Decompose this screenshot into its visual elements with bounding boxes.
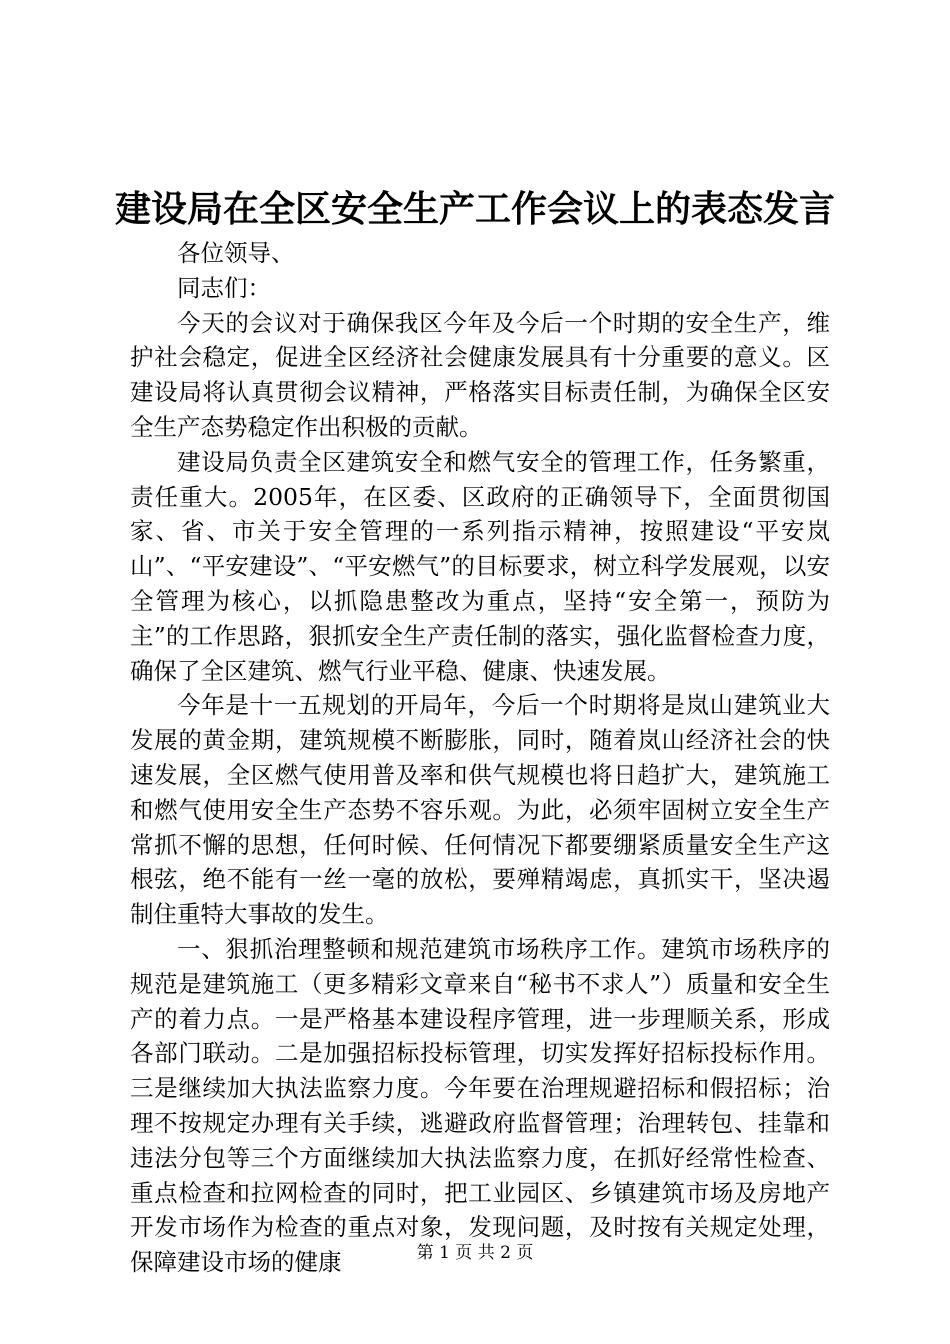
salutation-leaders: 各位领导、 [177,239,295,267]
paragraph-review: 建设局负责全区建筑安全和燃气安全的管理工作，任务繁重，责任重大。2005年，在区委、区政府的正确领导下，全面贯彻国家、省、市关于安全管理的一系列指示精神，按照建设“平安岚山”、“平安建设”、“平安燃气”的目标要求，树立科学发展观，以安全管理为核心，以抓隐患整改为重点，坚持“安全第一，预防为主”的工作思路，狠抓安全生产责任制的落实，强化监督检查力度，确保了全区建筑、燃气行业平稳、健康、快速发展。 [130,447,830,685]
document-body [130,236,830,1280]
paragraph-task-one: 一、狠抓治理整顿和规范建筑市场秩序工作。建筑市场秩序的规范是建筑施工（更多精彩文章来自“秘书不求人”）质量和安全生产的着力点。一是严格基本建设程序管理，进一步理顺关系，形成各部门联动。二是加强招标投标管理，切实发挥好招标投标作用。三是继续加大执法监察力度。今年要在治理规避招标和假招标；治理不按规定办理有关手续，逃避政府监督管理；治理转包、挂靠和违法分包等三个方面继续加大执法监察力度，在抓好经常性检查、重点检查和拉网检查的同时，把工业园区、乡镇建筑市场及房地产开发市场作为检查的重点对象，发现问题，及时按有关规定处理，保障建设市场的健康 [130,934,830,1277]
salutation-comrades: 同志们： [177,273,271,302]
paragraph-intro: 今天的会议对于确保我区今年及今后一个时期的安全生产，维护社会稳定，促进全区经济社会健康发展具有十分重要的意义。区建设局将认真贯彻会议精神，严格落实目标责任制，为确保全区安全生产态势稳定作出积极的贡献。 [130,308,830,441]
paragraph-outlook: 今年是十一五规划的开局年，今后一个时期将是岚山建筑业大发展的黄金期，建筑规模不断膨胀，同时，随着岚山经济社会的快速发展，全区燃气使用普及率和供气规模也将日趋扩大，建筑施工和燃气使用安全生产态势不容乐观。为此，必须牢固树立安全生产常抓不懈的思想，任何时候、任何情况下都要绷紧质量安全生产这根弦，绝不能有一丝一毫的放松，要殚精竭虑，真抓实干，坚决遏制住重特大事故的发生。 [130,691,830,929]
page-footer: 第 1 页 共 2 页 [416,1243,534,1263]
document-title: 建设局在全区安全生产工作会议上的表态发言 [114,188,835,230]
